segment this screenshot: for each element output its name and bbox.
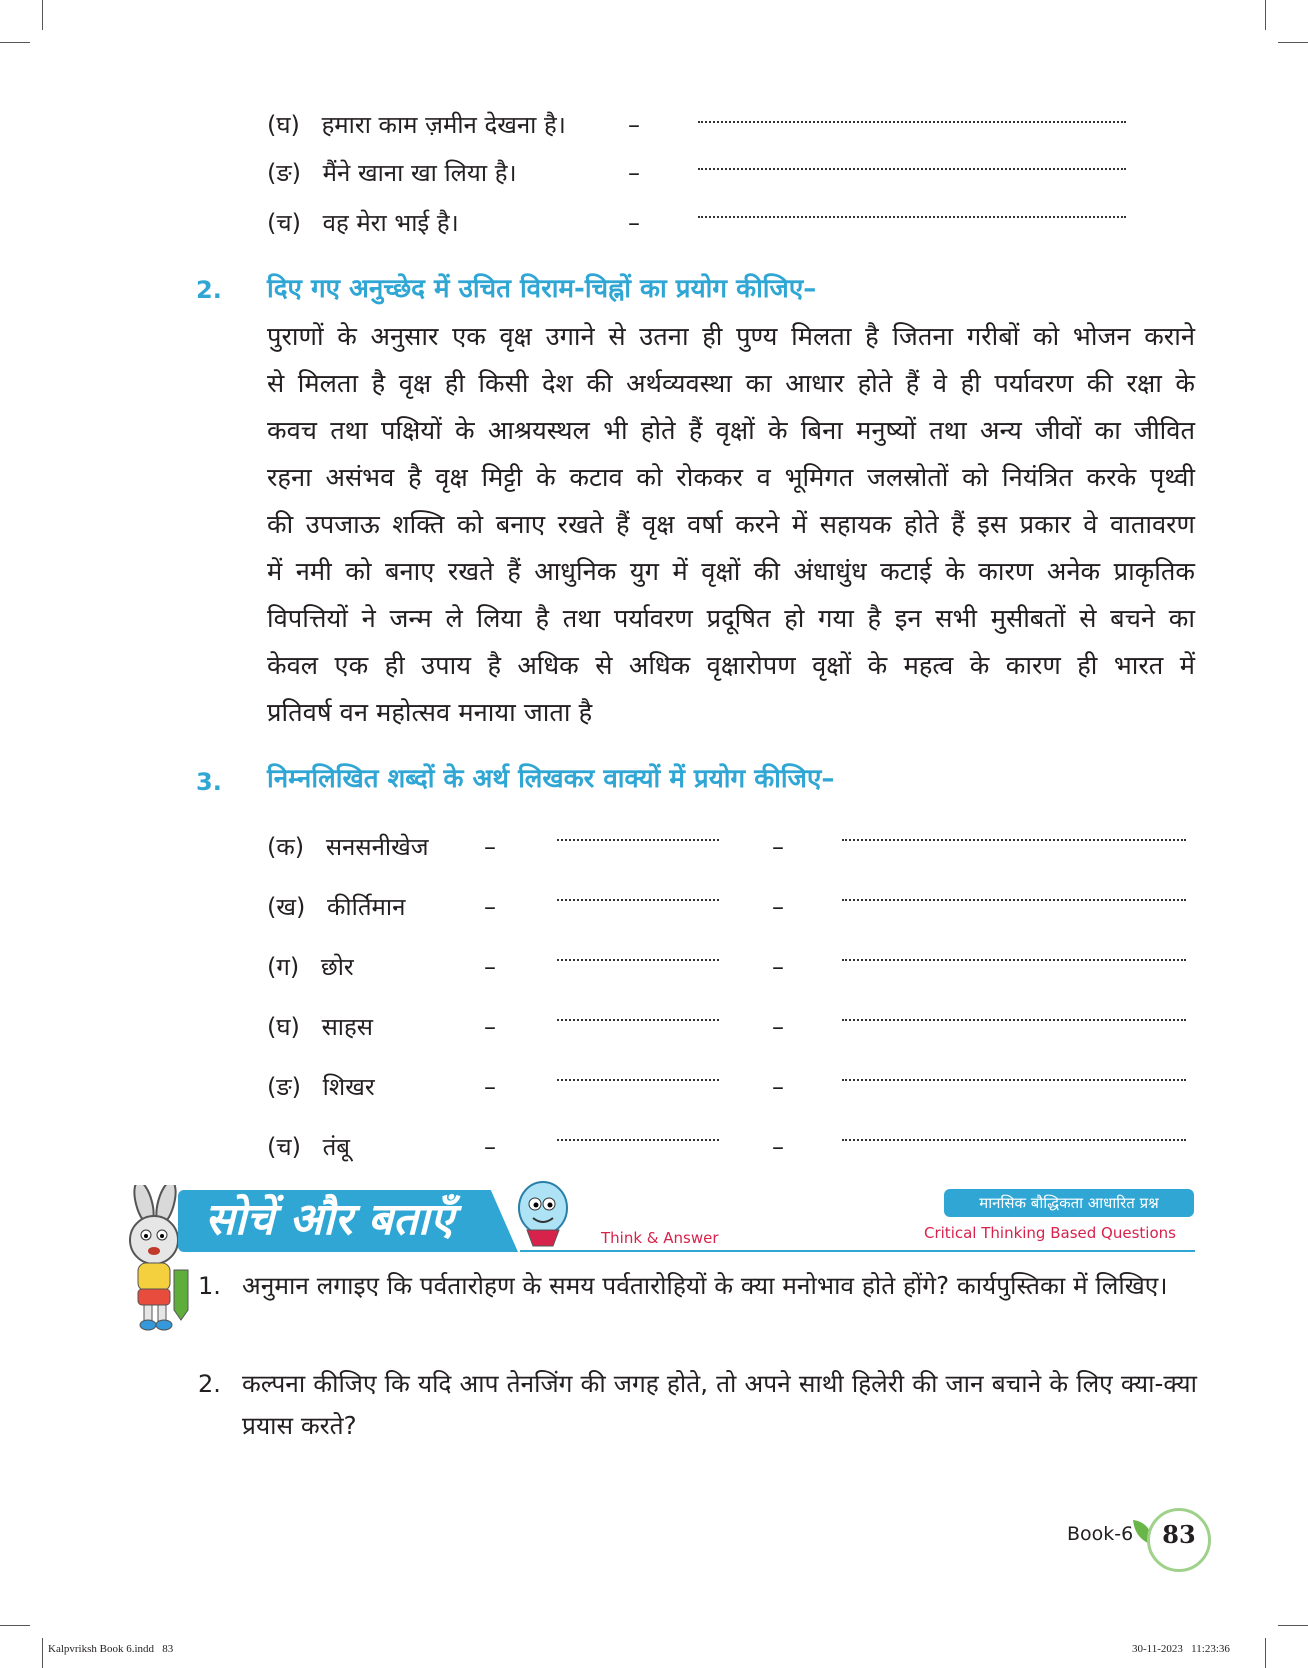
answer-blank[interactable] [698, 168, 1126, 170]
meaning-blank[interactable] [557, 839, 719, 841]
list-item [267, 208, 459, 238]
item-text: मैंने खाना खा लिया है। [322, 159, 517, 187]
dash: – [628, 111, 640, 139]
dash: – [628, 159, 640, 187]
paragraph-line: की उपजाऊ शक्ति को बनाए रखते हैं वृक्ष वर्षा करने में सहायक होते हैं इस प्रकार वे वातावरण [267, 510, 1195, 540]
crop-mark [1265, 1638, 1266, 1668]
item-text: वह मेरा भाई है। [322, 209, 459, 237]
question-number: 3. [196, 768, 222, 796]
dash: – [772, 893, 784, 921]
print-timestamp: 30-11-2023 11:23:36 [1132, 1643, 1230, 1655]
question-heading: दिए गए अनुच्छेद में उचित विराम-चिह्नों का प्रयोग कीजिए– [267, 274, 817, 304]
item-word: साहस [321, 1013, 373, 1041]
list-item [267, 1072, 375, 1102]
item-marker: (ग) [267, 953, 300, 981]
category-tag: मानसिक बौद्धिकता आधारित प्रश्न [944, 1189, 1194, 1217]
paragraph-line: कवच तथा पक्षियों के आश्रयस्थल भी होते हैं वृक्षों के बिना मनुष्यों तथा अन्य जीवों का जीवित [267, 416, 1195, 446]
meaning-blank[interactable] [557, 959, 719, 961]
book-label: Book-6 [1067, 1523, 1134, 1545]
list-item [267, 158, 517, 188]
list-item [267, 110, 566, 140]
item-marker: (घ) [267, 1013, 300, 1041]
dash: – [772, 1133, 784, 1161]
sentence-blank[interactable] [842, 899, 1186, 901]
page-number: 83 [1162, 1520, 1196, 1549]
paragraph-line: से मिलता है वृक्ष ही किसी देश की अर्थव्यवस्था का आधार होते हैं वे ही पर्यावरण की रक्षा के [267, 369, 1195, 399]
paragraph-line: पुराणों के अनुसार एक वृक्ष उगाने से उतना ही पुण्य मिलता है जितना गरीबों को भोजन कराने [267, 322, 1195, 352]
dash: – [772, 1073, 784, 1101]
list-item [267, 832, 429, 862]
question-heading: निम्नलिखित शब्दों के अर्थ लिखकर वाक्यों में प्रयोग कीजिए– [267, 764, 835, 794]
dash: – [484, 1013, 496, 1041]
item-word: तंबू [322, 1133, 350, 1161]
item-word: कीर्तिमान [327, 893, 406, 921]
dash: – [772, 1013, 784, 1041]
paragraph-line: रहना असंभव है वृक्ष मिट्टी के कटाव को रोककर व भूमिगत जलस्रोतों को नियंत्रित करके पृथ्वी [267, 463, 1195, 493]
item-word: छोर [320, 953, 354, 981]
question-text: कल्पना कीजिए कि यदि आप तेनजिंग की जगह होते, तो अपने साथी हिलेरी की जान बचाने के लिए क्या-क्या प्रयास करते? [242, 1369, 1197, 1440]
bulb-mascot-icon [513, 1180, 575, 1252]
meaning-blank[interactable] [557, 1139, 719, 1141]
dash: – [628, 209, 640, 237]
paragraph-line: में नमी को बनाए रखते हैं आधुनिक युग में वृक्षों की अंधाधुंध कटाई के कारण अनेक प्राकृतिक [267, 557, 1195, 587]
dash: – [484, 833, 496, 861]
item-text: हमारा काम ज़मीन देखना है। [321, 111, 566, 139]
list-item [267, 1012, 373, 1042]
item-marker: (क) [267, 833, 305, 861]
crop-mark [0, 42, 30, 43]
question-number: 2. [198, 1370, 221, 1398]
crop-mark [1278, 42, 1308, 43]
crop-mark [1278, 1625, 1308, 1626]
section-subtitle: Think & Answer [601, 1229, 719, 1247]
item-marker: (ङ) [267, 159, 302, 187]
item-marker: (घ) [267, 111, 300, 139]
question-number: 1. [198, 1272, 221, 1300]
item-marker: (ख) [267, 893, 306, 921]
question-number: 2. [196, 276, 222, 304]
list-item [267, 1132, 350, 1162]
category-subtitle: Critical Thinking Based Questions [924, 1224, 1176, 1242]
crop-mark [1265, 0, 1266, 30]
crop-mark [42, 1638, 43, 1668]
dash: – [484, 1133, 496, 1161]
crop-mark [0, 1625, 30, 1626]
section-title: सोचें और बताएँ [205, 1194, 454, 1245]
dash: – [484, 1073, 496, 1101]
list-item [267, 952, 354, 982]
dash: – [772, 953, 784, 981]
dash: – [484, 953, 496, 981]
answer-blank[interactable] [698, 121, 1126, 123]
dash: – [772, 833, 784, 861]
file-slug: Kalpvriksh Book 6.indd 83 [48, 1643, 174, 1655]
item-word: सनसनीखेज [325, 833, 429, 861]
question-text: अनुमान लगाइए कि पर्वतारोहण के समय पर्वतारोहियों के क्या मनोभाव होते होंगे? कार्यपुस्तिका में लिखिए। [242, 1271, 1168, 1300]
sentence-blank[interactable] [842, 1079, 1186, 1081]
crop-mark [42, 0, 43, 30]
sentence-blank[interactable] [842, 839, 1186, 841]
item-word: शिखर [322, 1073, 375, 1101]
sentence-blank[interactable] [842, 959, 1186, 961]
paragraph-line: केवल एक ही उपाय है अधिक से अधिक वृक्षारोपण वृक्षों के महत्व के कारण ही भारत में [267, 651, 1195, 681]
dash: – [484, 893, 496, 921]
sentence-blank[interactable] [842, 1019, 1186, 1021]
item-marker: (ङ) [267, 1073, 302, 1101]
paragraph-line: प्रतिवर्ष वन महोत्सव मनाया जाता है [267, 698, 593, 728]
item-marker: (च) [267, 1133, 301, 1161]
divider [520, 1250, 1195, 1252]
paragraph-line: विपत्तियों ने जन्म ले लिया है तथा पर्यावरण प्रदूषित हो गया है इन सभी मुसीबतों से बचने का [267, 604, 1195, 634]
list-item [267, 892, 405, 922]
meaning-blank[interactable] [557, 1019, 719, 1021]
answer-blank[interactable] [698, 216, 1126, 218]
sentence-blank[interactable] [842, 1139, 1186, 1141]
item-marker: (च) [267, 209, 301, 237]
meaning-blank[interactable] [557, 1079, 719, 1081]
meaning-blank[interactable] [557, 899, 719, 901]
